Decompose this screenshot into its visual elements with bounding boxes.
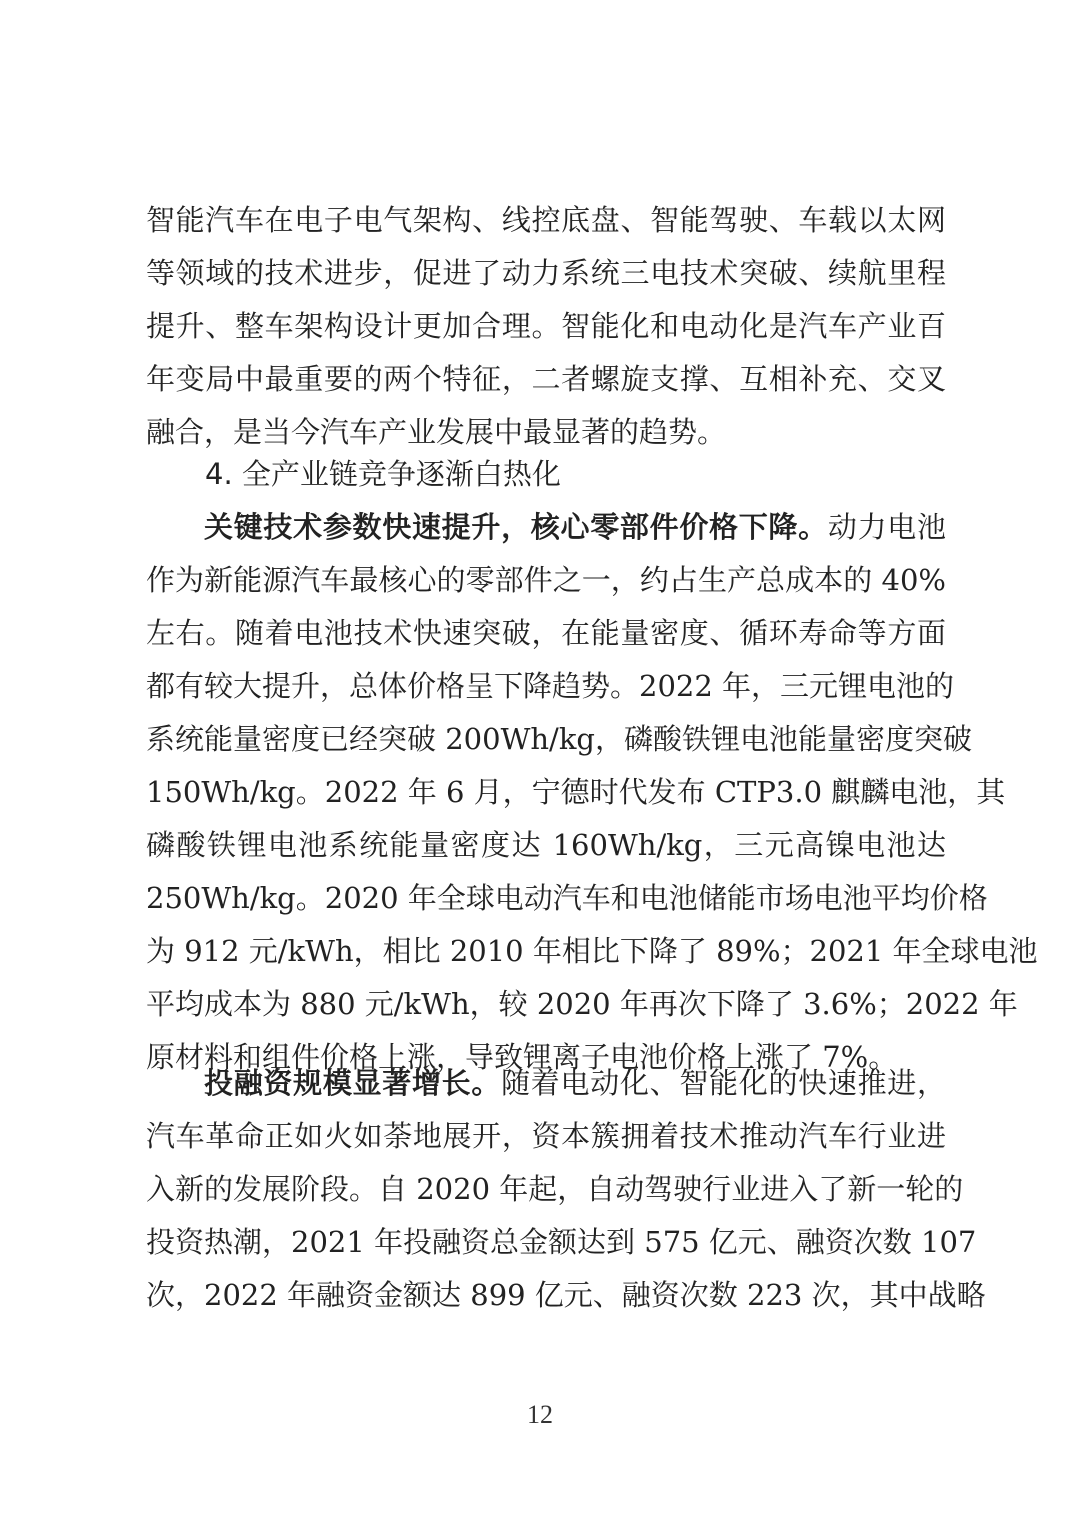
text-line: 汽车革命正如火如荼地展开，资本簇拥着技术推动汽车行业进	[146, 1119, 946, 1153]
text-line-continuation: 随着电动化、智能化的快速推进，	[501, 1066, 946, 1100]
text-line: 入新的发展阶段。自 2020 年起，自动驾驶行业进入了新一轮的	[146, 1172, 964, 1206]
section-heading: 4. 全产业链竞争逐渐白热化	[205, 457, 561, 491]
text-line: 磷酸铁锂电池系统能量密度达 160Wh/kg，三元高镍电池达	[146, 828, 946, 862]
text-line: 250Wh/kg。2020 年全球电动汽车和电池储能市场电池平均价格	[146, 881, 988, 915]
text-line-with-lead	[146, 501, 946, 554]
text-line: 等领域的技术进步，促进了动力系统三电技术突破、续航里程	[146, 256, 946, 290]
text-line: 年变局中最重要的两个特征，二者螺旋支撑、互相补充、交叉	[146, 362, 946, 396]
text-line: 投资热潮，2021 年投融资总金额达到 575 亿元、融资次数 107	[146, 1225, 977, 1259]
bold-lead-sentence: 关键技术参数快速提升，核心零部件价格下降。	[204, 510, 828, 544]
text-line: 平均成本为 880 元/kWh，较 2020 年再次下降了 3.6%；2022 年	[146, 987, 1018, 1021]
text-line: 作为新能源汽车最核心的零部件之一，约占生产总成本的 40%	[146, 563, 946, 597]
text-line: 都有较大提升，总体价格呈下降趋势。2022 年，三元锂电池的	[146, 669, 955, 703]
text-line: 系统能量密度已经突破 200Wh/kg，磷酸铁锂电池能量密度突破	[146, 722, 972, 756]
text-line: 150Wh/kg。2022 年 6 月，宁德时代发布 CTP3.0 麒麟电池，其	[146, 775, 1006, 809]
paragraph-investment-growth	[146, 1057, 986, 1322]
text-line-continuation: 动力电池	[827, 510, 946, 544]
page-number: 12	[527, 1400, 553, 1429]
text-line: 融合，是当今汽车产业发展中最显著的趋势。	[146, 415, 727, 449]
text-line: 次，2022 年融资金额达 899 亿元、融资次数 223 次，其中战略	[146, 1278, 986, 1312]
paragraph-intelligent-vehicles	[146, 194, 946, 459]
text-line: 提升、整车架构设计更加合理。智能化和电动化是汽车产业百	[146, 309, 946, 343]
text-line: 原材料和组件价格上涨，导致锂离子电池价格上涨了 7%。	[146, 1040, 898, 1074]
text-line: 智能汽车在电子电气架构、线控底盘、智能驾驶、车载以太网	[146, 203, 946, 237]
text-line: 为 912 元/kWh，相比 2010 年相比下降了 89%；2021 年全球电池	[146, 934, 1038, 968]
paragraph-battery-technology	[146, 501, 1038, 1084]
text-line: 左右。随着电池技术快速突破，在能量密度、循环寿命等方面	[146, 616, 946, 650]
bold-lead-sentence: 投融资规模显著增长。	[204, 1066, 502, 1100]
text-line-with-lead	[146, 1057, 946, 1110]
